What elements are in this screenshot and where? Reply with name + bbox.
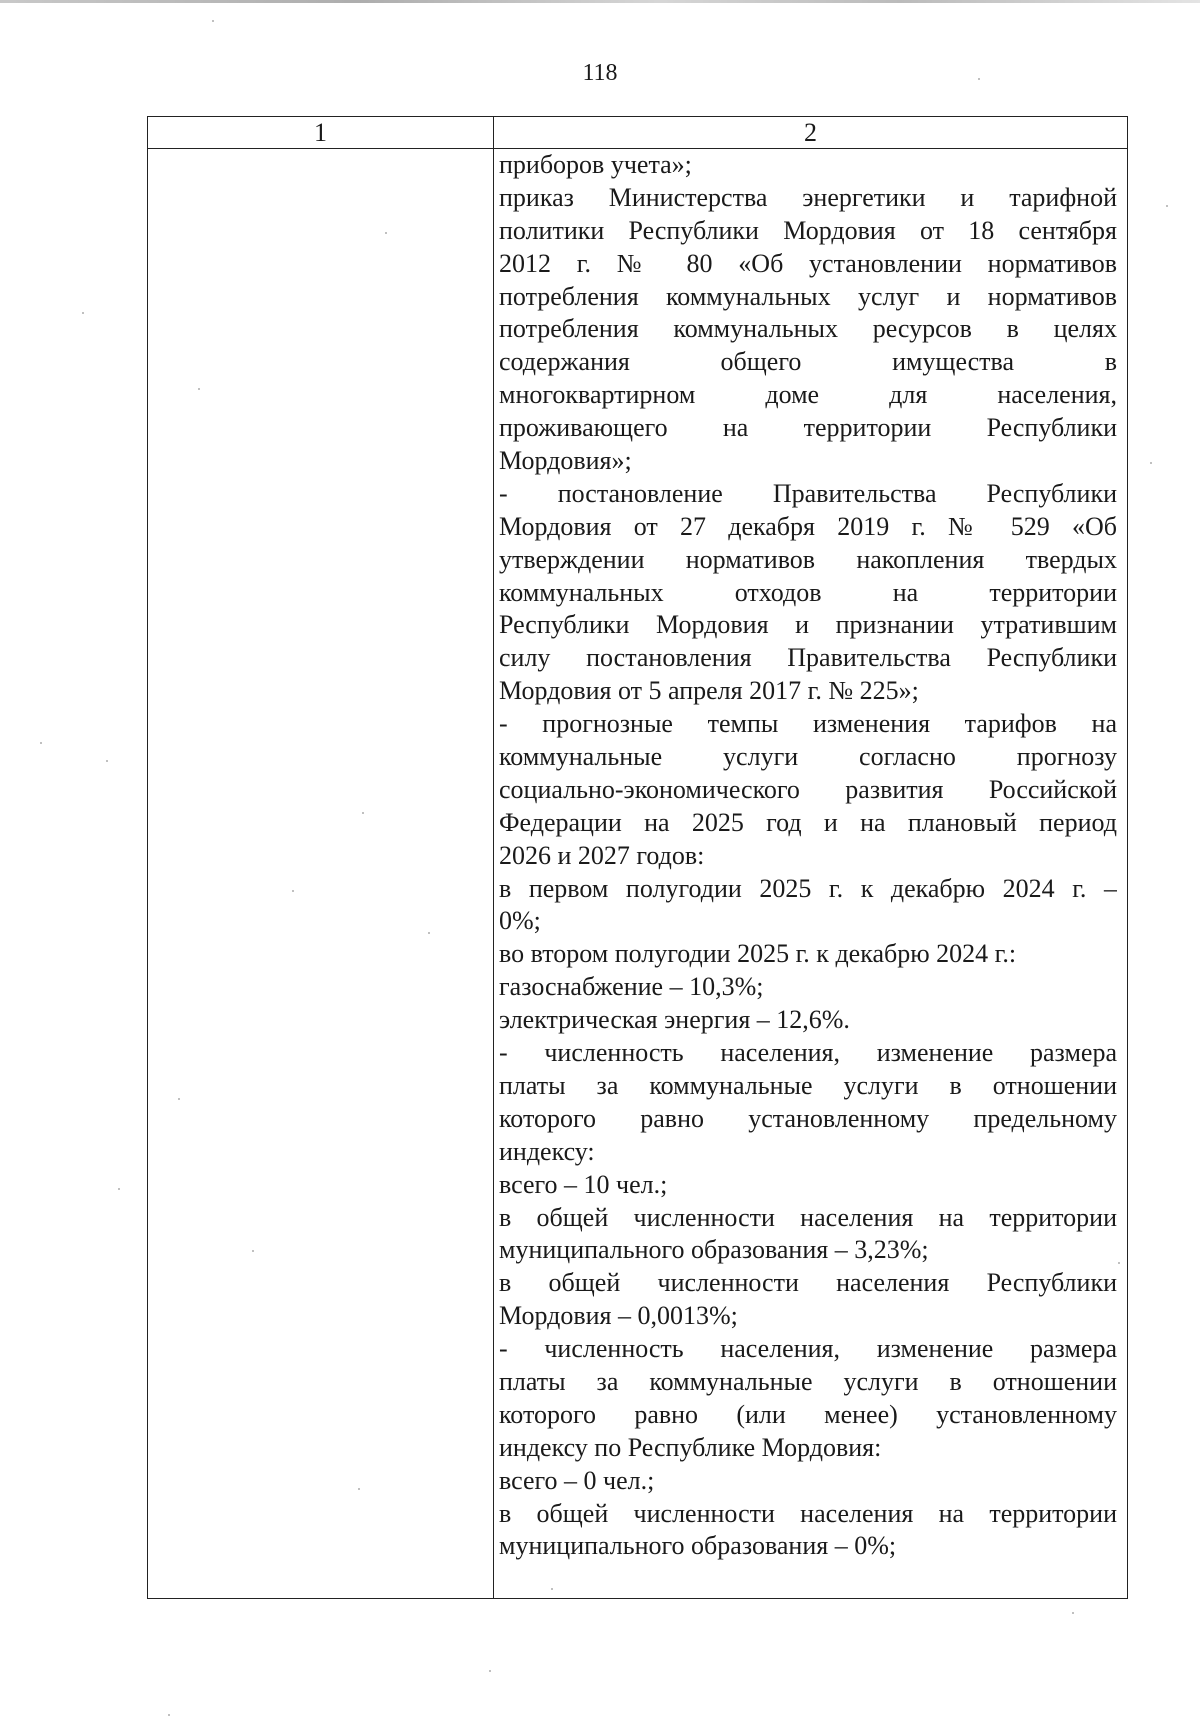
scan-speck <box>252 1250 254 1252</box>
text-line: - прогнозные темпы изменения тарифов на <box>499 709 1117 739</box>
text-line: Республики Мордовия и признании утратившим <box>499 610 1117 640</box>
text-line: Федерации на 2025 год и на плановый период <box>499 807 1117 837</box>
scan-speck <box>212 20 214 22</box>
text-line: приказ Министерства энергетики и тарифной <box>499 182 1117 212</box>
scan-speck <box>551 1588 553 1590</box>
scan-speck <box>1150 462 1152 464</box>
text-line: индексу: <box>499 1136 595 1166</box>
scan-speck <box>118 1188 120 1190</box>
text-line: потребления коммунальных услуг и нормативов <box>499 281 1117 311</box>
text-line: муниципального образования – 0%; <box>499 1531 897 1561</box>
scan-speck <box>1118 1262 1120 1264</box>
text-line: силу постановления Правительства Республики <box>499 643 1117 673</box>
text-line: которого равно (или менее) установленному <box>499 1399 1117 1429</box>
scan-speck <box>1072 1612 1074 1614</box>
scan-speck <box>489 1670 491 1672</box>
text-line: электрическая энергия – 12,6%. <box>499 1005 850 1035</box>
scan-top-edge <box>0 0 1200 3</box>
text-line: - численность населения, изменение размера <box>499 1038 1117 1068</box>
text-line: в общей численности населения Республики <box>499 1268 1117 1298</box>
table-row <box>148 149 1128 1599</box>
text-line: платы за коммунальные услуги в отношении <box>499 1070 1117 1100</box>
column-header-2: 2 <box>494 117 1128 149</box>
scan-speck <box>362 812 364 814</box>
scan-speck <box>198 388 200 390</box>
text-line: 2026 и 2027 годов: <box>499 840 705 870</box>
column-2-cell <box>494 149 1128 1599</box>
text-line: проживающего на территории Республики <box>499 413 1117 443</box>
text-line: всего – 10 чел.; <box>499 1169 668 1199</box>
scan-speck <box>168 1714 170 1716</box>
table-header-row <box>148 117 1128 149</box>
text-line: которого равно установленному предельному <box>499 1103 1117 1133</box>
text-line: Мордовия»; <box>499 446 632 476</box>
text-line: - постановление Правительства Республики <box>499 478 1117 508</box>
text-line: коммунальных отходов на территории <box>499 577 1117 607</box>
text-line: коммунальные услуги согласно прогнозу <box>499 742 1117 772</box>
text-line: содержания общего имущества в <box>499 347 1117 377</box>
column-2-text <box>499 149 1117 1563</box>
scan-speck <box>292 890 294 892</box>
scan-speck <box>178 1098 180 1100</box>
text-line: 0%; <box>499 906 541 936</box>
scan-speck <box>82 312 84 314</box>
scan-speck <box>358 1488 360 1490</box>
column-header-1: 1 <box>148 117 494 149</box>
text-line: 2012 г. № 80 «Об установлении нормативов <box>499 248 1117 278</box>
scan-speck <box>1166 205 1168 207</box>
scan-speck <box>40 742 42 744</box>
text-line: Мордовия от 27 декабря 2019 г. № 529 «Об <box>499 511 1117 541</box>
text-line: приборов учета»; <box>499 150 692 179</box>
text-line: в общей численности населения на территории <box>499 1498 1117 1528</box>
text-line: всего – 0 чел.; <box>499 1465 655 1495</box>
text-line: многоквартирном доме для населения, <box>499 380 1117 410</box>
text-line: - численность населения, изменение размера <box>499 1334 1117 1364</box>
scan-speck <box>106 760 108 762</box>
text-line: политики Республики Мордовия от 18 сентября <box>499 215 1117 245</box>
text-line: муниципального образования – 3,23%; <box>499 1235 929 1265</box>
scan-speck <box>428 932 430 934</box>
text-line: утверждении нормативов накопления твердых <box>499 544 1117 574</box>
text-line: потребления коммунальных ресурсов в целях <box>499 314 1117 344</box>
text-line: газоснабжение – 10,3%; <box>499 972 764 1002</box>
text-line: во втором полугодии 2025 г. к декабрю 2024 г.: <box>499 939 1017 969</box>
scan-speck <box>978 78 980 80</box>
text-line: в общей численности населения на территории <box>499 1202 1117 1232</box>
text-line: Мордовия от 5 апреля 2017 г. № 225»; <box>499 676 919 706</box>
scan-speck <box>385 232 387 234</box>
text-line: Мордовия – 0,0013%; <box>499 1301 738 1331</box>
text-line: в первом полугодии 2025 г. к декабрю 2024 г. – <box>499 873 1117 903</box>
text-line: платы за коммунальные услуги в отношении <box>499 1366 1117 1396</box>
page-number: 118 <box>582 60 618 86</box>
text-line: индексу по Республике Мордовия: <box>499 1432 882 1462</box>
column-1-cell <box>148 149 494 1599</box>
text-line: социально-экономического развития Российской <box>499 774 1117 804</box>
document-table <box>147 116 1128 1599</box>
